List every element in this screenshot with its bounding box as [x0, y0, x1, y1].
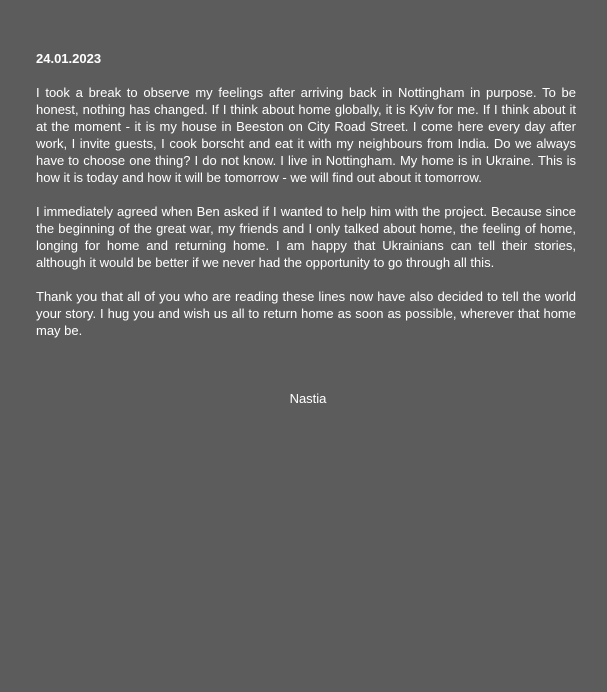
- letter-date: 24.01.2023: [36, 51, 102, 66]
- letter-paragraph-3: Thank you that all of you who are reading these lines now have also decided to tell the world your story. I hug you and wish us all to return home as soon as possible, wherever that home may be.: [36, 289, 576, 338]
- letter-paragraph-1: I took a break to observe my feelings after arriving back in Nottingham in purpose. To be honest, nothing has changed. If I think about home globally, it is Kyiv for me. If I think about it at the moment - it is my house in Beeston on City Road Street. I come here every day after work, I invite guests, I cook borscht and eat it with my neighbours from India. Do we always have to choose one thing? I do not know. I live in Nottingham. My home is in Ukraine. This is how it is today and how it will be tomorrow - we will find out about it tomorrow.: [36, 85, 576, 185]
- letter-signature: Nastia: [289, 391, 327, 406]
- letter-paragraph-2: I immediately agreed when Ben asked if I wanted to help him with the project. Because since the beginning of the great war, my friends and I only talked about home, the feeling of home, longing for home and returning home. I am happy that Ukrainians can tell their stories, although it would be better if we never had the opportunity to go through all this.: [36, 204, 576, 270]
